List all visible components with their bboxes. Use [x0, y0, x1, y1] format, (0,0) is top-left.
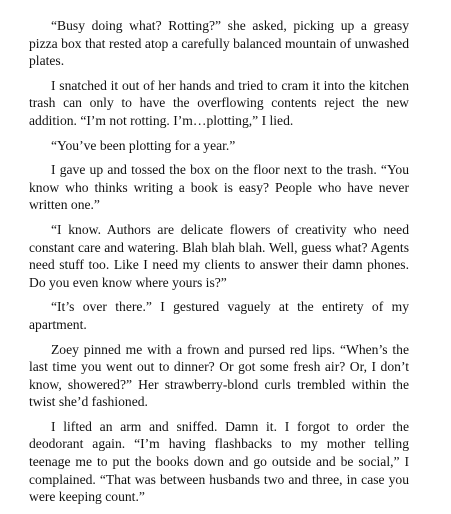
paragraph: “I know. Authors are delicate flowers of creativity who need constant care and watering. Blah blah blah. Well, guess what? Agents need stuff too. Like I need my clients to answer their damn phones. Do you even know where yours is?”: [29, 221, 409, 290]
paragraph: “It’s over there.” I gestured vaguely at the entirety of my apartment.: [29, 299, 409, 332]
paragraph: I lifted an arm and sniffed. Damn it. I forgot to order the deodorant again. “I’m having flashbacks to my mother telling teenage me to put the books down and go outside and be social,” I complained. “That was between husbands two and three, in case you were keeping count.”: [29, 418, 409, 505]
paragraph: Zoey pinned me with a frown and pursed red lips. “When’s the last time you went out to dinner? Or got some fresh air? Or, I don’t know, showered?” Her strawberry-blond curls trembled within the twist she’d fashioned.: [29, 341, 409, 410]
paragraph: I gave up and tossed the box on the floor next to the trash. “You know who thinks writing a book is easy? People who have never written one.”: [29, 162, 409, 213]
paragraph: “You’ve been plotting for a year.”: [51, 137, 236, 153]
paragraph: I snatched it out of her hands and tried to cram it into the kitchen trash can only to have the overflowing contents reject the new addition. “I’m not rotting. I’m…plotting,” I lied.: [29, 77, 409, 128]
paragraph: “Busy doing what? Rotting?” she asked, picking up a greasy pizza box that rested atop a carefully balanced mountain of unwashed plates.: [29, 18, 409, 69]
